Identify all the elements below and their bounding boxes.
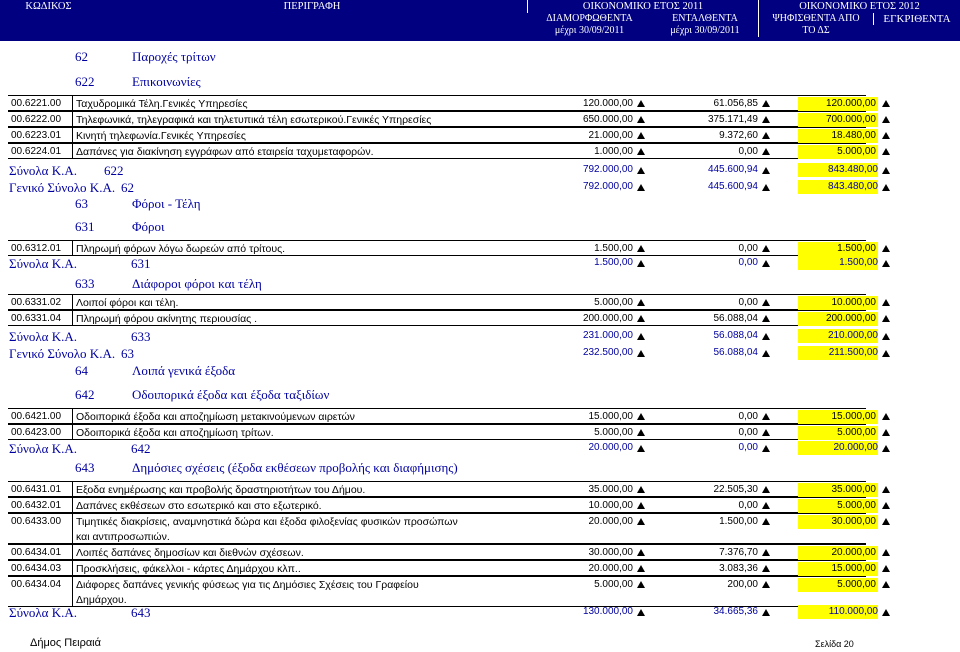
grand-total-63: Γενικό Σύνολο Κ.Α. 63 bbox=[9, 346, 134, 361]
row-description: Δαπάνες για διακίνηση εγγράφων από εταιρεία ταχυμεταφορών. bbox=[76, 146, 374, 158]
value-formed: 5.000,00 bbox=[594, 579, 633, 590]
warning-triangle-icon bbox=[882, 333, 890, 340]
value-voted: 1.500,00 bbox=[798, 242, 878, 256]
value-formed: 120.000,00 bbox=[582, 98, 633, 109]
warning-triangle-icon bbox=[762, 333, 770, 340]
warning-triangle-icon bbox=[762, 549, 770, 556]
section-642: 642 Οδοιπορικά έξοδα και έξοδα ταξιδίων bbox=[75, 387, 330, 402]
row-description: Δαπάνες εκθέσεων στο εσωτερικό και στο εξωτερικό. bbox=[76, 500, 322, 512]
table-row bbox=[8, 310, 876, 326]
value-ordered: 61.056,85 bbox=[713, 98, 758, 109]
row-separator bbox=[72, 144, 73, 158]
table-row bbox=[8, 143, 876, 159]
warning-triangle-icon bbox=[637, 565, 645, 572]
warning-triangle-icon bbox=[882, 148, 890, 155]
warning-triangle-icon bbox=[762, 429, 770, 436]
total-values bbox=[553, 256, 878, 272]
total-v2: 445.600,94 bbox=[707, 164, 758, 175]
table-row bbox=[8, 127, 876, 143]
warning-triangle-icon bbox=[882, 299, 890, 306]
warning-triangle-icon bbox=[762, 350, 770, 357]
warning-triangle-icon bbox=[882, 609, 890, 616]
value-ordered: 0,00 bbox=[738, 427, 758, 438]
total-v1: 20.000,00 bbox=[588, 442, 633, 453]
warning-triangle-icon bbox=[882, 518, 890, 525]
row-description: Κινητή τηλεφωνία.Γενικές Υπηρεσίες bbox=[76, 130, 246, 142]
warning-triangle-icon bbox=[637, 518, 645, 525]
warning-triangle-icon bbox=[637, 132, 645, 139]
warning-triangle-icon bbox=[882, 413, 890, 420]
warning-triangle-icon bbox=[882, 260, 890, 267]
header-year-2011: ΟΙΚΟΝΟΜΙΚΟ ΕΤΟΣ 2011 bbox=[527, 0, 758, 13]
row-description: Λοιποί φόροι και τέλη. bbox=[76, 297, 179, 309]
warning-triangle-icon bbox=[882, 184, 890, 191]
total-values bbox=[553, 180, 878, 196]
total-values bbox=[553, 329, 878, 345]
total-v2: 0,00 bbox=[738, 257, 758, 268]
value-voted: 5.000,00 bbox=[798, 426, 878, 440]
warning-triangle-icon bbox=[882, 350, 890, 357]
total-values bbox=[553, 163, 878, 179]
table-row bbox=[8, 544, 876, 560]
header-description: ΠΕΡΙΓΡΑΦΗ bbox=[97, 0, 527, 13]
value-formed: 21.000,00 bbox=[588, 130, 633, 141]
total-v2: 445.600,94 bbox=[707, 181, 758, 192]
row-code: 00.6221.00 bbox=[11, 98, 62, 109]
table-row bbox=[8, 481, 876, 497]
row-description: Τιμητικές διακρίσεις, αναμνηστικά δώρα και έξοδα φιλοξενίας φυσικών προσώπων bbox=[76, 516, 458, 528]
row-code: 00.6433.00 bbox=[11, 516, 62, 527]
row-separator bbox=[72, 425, 73, 439]
total-v3: 843.480,00 bbox=[798, 180, 878, 194]
warning-triangle-icon bbox=[637, 502, 645, 509]
total-v2: 0,00 bbox=[738, 442, 758, 453]
warning-triangle-icon bbox=[882, 116, 890, 123]
value-formed: 20.000,00 bbox=[588, 563, 633, 574]
warning-triangle-icon bbox=[637, 299, 645, 306]
warning-triangle-icon bbox=[762, 245, 770, 252]
row-description-cont: Δημάρχου. bbox=[76, 594, 127, 606]
row-separator bbox=[72, 241, 73, 255]
section-622: 622 Επικοινωνίες bbox=[75, 74, 201, 89]
warning-triangle-icon bbox=[762, 609, 770, 616]
warning-triangle-icon bbox=[637, 315, 645, 322]
warning-triangle-icon bbox=[882, 100, 890, 107]
warning-triangle-icon bbox=[637, 350, 645, 357]
value-ordered: 375.171,49 bbox=[707, 114, 758, 125]
warning-triangle-icon bbox=[637, 184, 645, 191]
total-v3: 1.500,00 bbox=[798, 256, 878, 270]
header-code: ΚΩΔΙΚΟΣ bbox=[0, 0, 97, 13]
row-code: 00.6222.00 bbox=[11, 114, 62, 125]
total-v1: 792.000,00 bbox=[582, 181, 633, 192]
row-description: Τηλεφωνικά, τηλεγραφικά και τηλετυπικά τέλη εσωτερικού.Γενικές Υπηρεσίες bbox=[76, 114, 432, 126]
warning-triangle-icon bbox=[637, 549, 645, 556]
value-ordered: 0,00 bbox=[738, 146, 758, 157]
row-separator bbox=[72, 295, 73, 309]
warning-triangle-icon bbox=[882, 486, 890, 493]
value-voted: 15.000,00 bbox=[798, 410, 878, 424]
value-ordered: 0,00 bbox=[738, 297, 758, 308]
row-description: Διάφορες δαπάνες γενικής φύσεως για τις Δημόσιες Σχέσεις του Γραφείου bbox=[76, 579, 419, 591]
value-voted: 700.000,00 bbox=[798, 113, 878, 127]
value-voted: 30.000,00 bbox=[798, 515, 878, 529]
total-v3: 211.500,00 bbox=[798, 346, 878, 360]
value-voted: 200.000,00 bbox=[798, 312, 878, 326]
warning-triangle-icon bbox=[882, 565, 890, 572]
value-voted: 5.000,00 bbox=[798, 578, 878, 592]
table-row bbox=[8, 513, 876, 544]
total-v2: 56.088,04 bbox=[713, 347, 758, 358]
value-ordered: 56.088,04 bbox=[713, 313, 758, 324]
footer-page: Σελίδα 20 bbox=[815, 639, 854, 649]
value-ordered: 0,00 bbox=[738, 411, 758, 422]
value-ordered: 9.372,60 bbox=[719, 130, 758, 141]
value-voted: 20.000,00 bbox=[798, 546, 878, 560]
value-ordered: 22.505,30 bbox=[713, 484, 758, 495]
warning-triangle-icon bbox=[637, 260, 645, 267]
row-code: 00.6421.00 bbox=[11, 411, 62, 422]
value-ordered: 200,00 bbox=[727, 579, 758, 590]
table-row bbox=[8, 560, 876, 576]
warning-triangle-icon bbox=[882, 549, 890, 556]
row-separator bbox=[72, 545, 73, 559]
row-description: Πληρωμή φόρου ακίνητης περιουσίας . bbox=[76, 313, 258, 325]
header-year-2012: ΟΙΚΟΝΟΜΙΚΟ ΕΤΟΣ 2012 bbox=[758, 0, 960, 13]
warning-triangle-icon bbox=[882, 581, 890, 588]
row-code: 00.6331.02 bbox=[11, 297, 62, 308]
total-633: Σύνολα Κ.Α. 633 bbox=[9, 329, 151, 344]
warning-triangle-icon bbox=[882, 132, 890, 139]
row-code: 00.6434.03 bbox=[11, 563, 62, 574]
warning-triangle-icon bbox=[637, 486, 645, 493]
table-row bbox=[8, 408, 876, 424]
value-voted: 5.000,00 bbox=[798, 145, 878, 159]
section-62: 62 Παροχές τρίτων bbox=[75, 49, 216, 64]
total-643: Σύνολα Κ.Α. 643 bbox=[9, 605, 151, 620]
row-code: 00.6423.00 bbox=[11, 427, 62, 438]
warning-triangle-icon bbox=[762, 565, 770, 572]
value-voted: 15.000,00 bbox=[798, 562, 878, 576]
total-v1: 1.500,00 bbox=[594, 257, 633, 268]
row-separator bbox=[72, 514, 73, 543]
value-formed: 200.000,00 bbox=[582, 313, 633, 324]
total-v3: 110.000,00 bbox=[798, 605, 878, 619]
section-631: 631 Φόροι bbox=[75, 219, 165, 234]
warning-triangle-icon bbox=[637, 245, 645, 252]
warning-triangle-icon bbox=[762, 315, 770, 322]
row-separator bbox=[72, 409, 73, 423]
total-v2: 56.088,04 bbox=[713, 330, 758, 341]
value-formed: 30.000,00 bbox=[588, 547, 633, 558]
warning-triangle-icon bbox=[637, 148, 645, 155]
table-row bbox=[8, 240, 876, 256]
warning-triangle-icon bbox=[762, 132, 770, 139]
row-description: Πληρωμή φόρων λόγω δωρεών από τρίτους. bbox=[76, 243, 286, 255]
warning-triangle-icon bbox=[637, 429, 645, 436]
value-voted: 18.480,00 bbox=[798, 129, 878, 143]
row-code: 00.6432.01 bbox=[11, 500, 62, 511]
total-v3: 210.000,00 bbox=[798, 329, 878, 343]
section-633: 633 Διάφοροι φόροι και τέλη bbox=[75, 276, 262, 291]
warning-triangle-icon bbox=[762, 167, 770, 174]
total-v2: 34.665,36 bbox=[713, 606, 758, 617]
row-code: 00.6331.04 bbox=[11, 313, 62, 324]
total-631: Σύνολα Κ.Α. 631 bbox=[9, 256, 151, 271]
value-formed: 1.500,00 bbox=[594, 243, 633, 254]
row-description: Οδοιπορικά έξοδα και αποζημίωση τρίτων. bbox=[76, 427, 274, 439]
value-formed: 5.000,00 bbox=[594, 297, 633, 308]
row-code: 00.6431.01 bbox=[11, 484, 62, 495]
value-voted: 35.000,00 bbox=[798, 483, 878, 497]
warning-triangle-icon bbox=[637, 609, 645, 616]
total-v1: 792.000,00 bbox=[582, 164, 633, 175]
warning-triangle-icon bbox=[882, 502, 890, 509]
warning-triangle-icon bbox=[637, 116, 645, 123]
warning-triangle-icon bbox=[762, 445, 770, 452]
grand-total-62: Γενικό Σύνολο Κ.Α. 62 bbox=[9, 180, 134, 195]
header-col-approved: ΕΓΚΡΙΘΕΝΤΑ bbox=[873, 13, 960, 25]
row-separator bbox=[72, 561, 73, 575]
value-formed: 15.000,00 bbox=[588, 411, 633, 422]
value-ordered: 0,00 bbox=[738, 243, 758, 254]
value-ordered: 0,00 bbox=[738, 500, 758, 511]
total-values bbox=[553, 441, 878, 457]
warning-triangle-icon bbox=[762, 100, 770, 107]
warning-triangle-icon bbox=[762, 184, 770, 191]
total-v1: 232.500,00 bbox=[582, 347, 633, 358]
value-formed: 5.000,00 bbox=[594, 427, 633, 438]
value-voted: 10.000,00 bbox=[798, 296, 878, 310]
row-separator bbox=[72, 128, 73, 142]
warning-triangle-icon bbox=[637, 333, 645, 340]
value-formed: 35.000,00 bbox=[588, 484, 633, 495]
table-row bbox=[8, 294, 876, 310]
value-ordered: 7.376,70 bbox=[719, 547, 758, 558]
row-separator bbox=[72, 482, 73, 496]
value-formed: 650.000,00 bbox=[582, 114, 633, 125]
row-description: Προσκλήσεις, φάκελλοι - κάρτες Δημάρχου κλπ.. bbox=[76, 563, 301, 575]
table-row bbox=[8, 497, 876, 513]
row-separator bbox=[72, 96, 73, 110]
value-voted: 120.000,00 bbox=[798, 97, 878, 111]
header-col-formed: ΔΙΑΜΟΡΦΩΘΕΝΤΑ μέχρι 30/09/2011 bbox=[546, 13, 633, 36]
footer-municipality: Δήμος Πειραιά bbox=[30, 637, 101, 649]
header-col-ordered: ΕΝΤΑΛΘΕΝΤΑ μέχρι 30/09/2011 bbox=[670, 13, 740, 36]
warning-triangle-icon bbox=[882, 167, 890, 174]
value-ordered: 1.500,00 bbox=[719, 516, 758, 527]
total-v3: 20.000,00 bbox=[798, 441, 878, 455]
warning-triangle-icon bbox=[882, 429, 890, 436]
table-row bbox=[8, 95, 876, 111]
row-code: 00.6434.01 bbox=[11, 547, 62, 558]
warning-triangle-icon bbox=[762, 116, 770, 123]
row-description-cont: και αντιπροσωπιών. bbox=[76, 531, 170, 543]
warning-triangle-icon bbox=[762, 581, 770, 588]
row-code: 00.6434.04 bbox=[11, 579, 62, 590]
header-col-voted: ΨΗΦΙΣΘΕΝΤΑ ΑΠΟ ΤΟ ΔΣ bbox=[758, 13, 873, 37]
total-v1: 231.000,00 bbox=[582, 330, 633, 341]
warning-triangle-icon bbox=[637, 413, 645, 420]
table-row bbox=[8, 424, 876, 440]
warning-triangle-icon bbox=[882, 245, 890, 252]
warning-triangle-icon bbox=[762, 148, 770, 155]
warning-triangle-icon bbox=[637, 581, 645, 588]
value-formed: 20.000,00 bbox=[588, 516, 633, 527]
warning-triangle-icon bbox=[637, 100, 645, 107]
row-separator bbox=[72, 498, 73, 512]
section-64: 64 Λοιπά γενικά έξοδα bbox=[75, 363, 236, 378]
row-code: 00.6224.01 bbox=[11, 146, 62, 157]
row-separator bbox=[72, 311, 73, 325]
total-622: Σύνολα Κ.Α. 622 bbox=[9, 163, 124, 178]
warning-triangle-icon bbox=[882, 445, 890, 452]
row-description: Λοιπές δαπάνες δημοσίων και διεθνών σχέσεων. bbox=[76, 547, 304, 559]
total-v1: 130.000,00 bbox=[582, 606, 633, 617]
value-ordered: 3.083,36 bbox=[719, 563, 758, 574]
warning-triangle-icon bbox=[762, 299, 770, 306]
row-description: Εξοδα ενημέρωσης και προβολής δραστηριοτήτων του Δήμου. bbox=[76, 484, 366, 496]
warning-triangle-icon bbox=[637, 445, 645, 452]
warning-triangle-icon bbox=[637, 167, 645, 174]
row-code: 00.6223.01 bbox=[11, 130, 62, 141]
warning-triangle-icon bbox=[762, 518, 770, 525]
total-values bbox=[553, 605, 878, 621]
warning-triangle-icon bbox=[762, 260, 770, 267]
warning-triangle-icon bbox=[762, 502, 770, 509]
warning-triangle-icon bbox=[882, 315, 890, 322]
value-formed: 10.000,00 bbox=[588, 500, 633, 511]
total-values bbox=[553, 346, 878, 362]
row-separator bbox=[72, 577, 73, 606]
row-description: Ταχυδρομικά Τέλη.Γενικές Υπηρεσίες bbox=[76, 98, 248, 110]
row-code: 00.6312.01 bbox=[11, 243, 62, 254]
row-description: Οδοιπορικά έξοδα και αποζημίωση μετακινούμενων αιρετών bbox=[76, 411, 355, 423]
warning-triangle-icon bbox=[762, 413, 770, 420]
row-separator bbox=[72, 112, 73, 126]
table-row bbox=[8, 111, 876, 127]
total-v3: 843.480,00 bbox=[798, 163, 878, 177]
table-row bbox=[8, 576, 876, 607]
table-header bbox=[0, 0, 960, 41]
value-voted: 5.000,00 bbox=[798, 499, 878, 513]
section-643: 643 Δημόσιες σχέσεις (έξοδα εκθέσεων προβολής και διαφήμισης) bbox=[75, 460, 458, 475]
section-63: 63 Φόροι - Τέλη bbox=[75, 196, 201, 211]
value-formed: 1.000,00 bbox=[594, 146, 633, 157]
total-642: Σύνολα Κ.Α. 642 bbox=[9, 441, 151, 456]
warning-triangle-icon bbox=[762, 486, 770, 493]
